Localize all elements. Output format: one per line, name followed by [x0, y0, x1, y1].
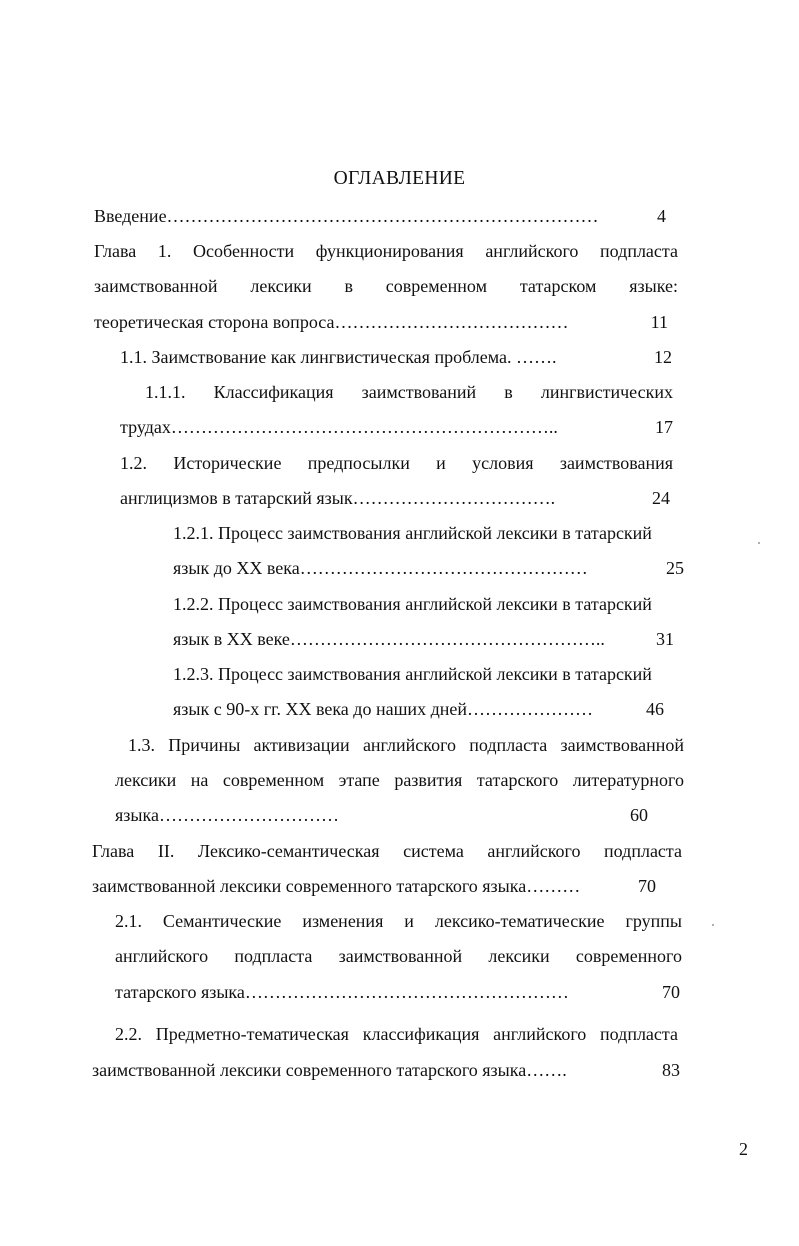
- toc-entry-1-2-1: 1.2.1. Процесс заимствования английской лексики в татарский: [173, 523, 652, 543]
- toc-entry-2-1: 2.1. Семантические изменения и лексико-тематические группы: [115, 911, 682, 931]
- toc-entry-chapter-1: теоретическая сторона вопроса…………………………………: [94, 312, 569, 332]
- toc-entry-1-1-1: трудах………………………………………………………..: [120, 417, 558, 437]
- toc-page-number: 12: [654, 347, 672, 367]
- toc-entry-2-2: заимствованной лексики современного татарского языка…….: [92, 1060, 567, 1080]
- toc-entry-1-2-3: 1.2.3. Процесс заимствования английской лексики в татарский: [173, 664, 652, 684]
- toc-entry-2-2: 2.2. Предметно-тематическая классификация английского подпласта: [115, 1024, 678, 1044]
- toc-entry-1-2: 1.2. Исторические предпосылки и условия заимствования: [120, 453, 673, 473]
- toc-entry-1-3: языка…………………………: [115, 805, 339, 825]
- toc-page-number: 11: [650, 312, 668, 332]
- page-number: 2: [739, 1139, 748, 1159]
- toc-entry-1-1-1: 1.1.1. Классификация заимствований в лингвистических: [145, 382, 673, 402]
- toc-page-number: 17: [655, 417, 673, 437]
- toc-page-number: 60: [630, 805, 648, 825]
- toc-page-number: 31: [656, 629, 674, 649]
- scan-speck: [758, 542, 760, 544]
- toc-title: ОГЛАВЛЕНИЕ: [333, 168, 466, 189]
- toc-page-number: 70: [638, 876, 656, 896]
- toc-page-number: 46: [646, 699, 664, 719]
- toc-entry-1-1: 1.1. Заимствование как лингвистическая проблема. …….: [120, 347, 557, 367]
- toc-entry-chapter-1: заимствованной лексики в современном татарском языке:: [94, 276, 678, 296]
- toc-entry-1-2: англицизмов в татарский язык…………………………….: [120, 488, 556, 508]
- toc-entry-1-3: лексики на современном этапе развития татарского литературного: [115, 770, 684, 790]
- toc-entry-chapter-2: Глава II. Лексико-семантическая система английского подпласта: [92, 841, 682, 861]
- toc-page-number: 70: [662, 982, 680, 1002]
- toc-entry-1-2-2: 1.2.2. Процесс заимствования английской лексики в татарский: [173, 594, 652, 614]
- toc-entry-1-2-2: язык в XX веке……………………………………………..: [173, 629, 605, 649]
- toc-page-number: 4: [657, 206, 666, 226]
- toc-entry-2-1: английского подпласта заимствованной лексики современного: [115, 946, 682, 966]
- toc-entry-2-1: татарского языка………………………………………………: [115, 982, 569, 1002]
- toc-entry-chapter-1: Глава 1. Особенности функционирования английского подпласта: [94, 241, 678, 261]
- toc-entry-1-2-3: язык с 90-х гг. XX века до наших дней…………………: [173, 699, 593, 719]
- toc-entry-1-2-1: язык до XX века…………………………………………: [173, 558, 588, 578]
- toc-entry-1-3: 1.3. Причины активизации английского подпласта заимствованной: [128, 735, 684, 755]
- toc-entry-chapter-2: заимствованной лексики современного татарского языка………: [92, 876, 581, 896]
- toc-page-number: 83: [662, 1060, 680, 1080]
- toc-page-number: 24: [652, 488, 670, 508]
- toc-page-number: 25: [666, 558, 684, 578]
- toc-entry-introduction: Введение………………………………………………………………: [94, 206, 599, 226]
- scan-speck: [712, 924, 714, 926]
